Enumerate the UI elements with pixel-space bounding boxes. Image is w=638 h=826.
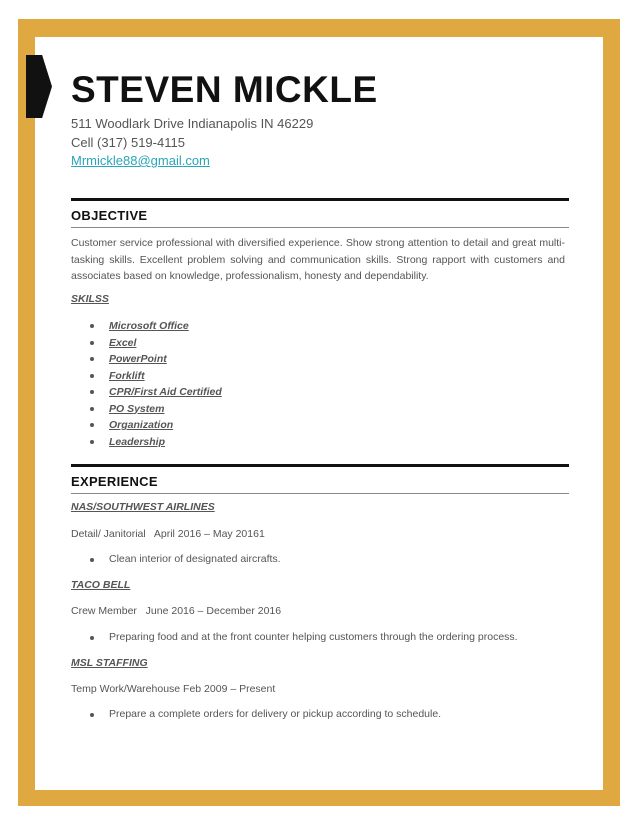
bullet-icon <box>90 636 94 640</box>
address: 511 Woodlark Drive Indianapolis IN 46229 <box>71 116 314 131</box>
bullet-icon <box>90 390 94 394</box>
skill-label: Organization <box>109 419 174 431</box>
skill-label: CPR/First Aid Certified <box>109 386 222 398</box>
job-duty <box>90 553 281 565</box>
bullet-icon <box>90 713 94 717</box>
job-duty <box>90 631 518 643</box>
list-item <box>90 401 222 418</box>
skills-heading: SKILSS <box>71 293 109 305</box>
phone: Cell (317) 519-4115 <box>71 135 185 150</box>
list-item <box>90 384 222 401</box>
job-company: NAS/SOUTHWEST AIRLINES <box>71 501 215 513</box>
objective-text: Customer service professional with diversified experience. Show strong attention to detail and great multi-tasking skills. Excellent problem solving and communication skills. Strong rapport with customers and associates based on knowledge, professionalism, honesty and dependability. <box>71 237 565 282</box>
candidate-name: STEVEN MICKLE <box>71 69 378 110</box>
bullet-icon <box>90 357 94 361</box>
bullet-icon <box>90 407 94 411</box>
job-role: Temp Work/Warehouse Feb 2009 – Present <box>71 683 276 695</box>
section-underline <box>71 227 569 228</box>
job-duty <box>90 708 441 720</box>
email-link[interactable]: Mrmickle88@gmail.com <box>71 153 210 168</box>
bullet-icon <box>90 423 94 427</box>
skill-label: PowerPoint <box>109 353 167 365</box>
section-divider <box>71 198 569 201</box>
skill-label: Excel <box>109 336 137 349</box>
job-company: MSL STAFFING <box>71 657 148 669</box>
list-item <box>90 417 222 434</box>
section-divider <box>71 464 569 467</box>
objective-heading: OBJECTIVE <box>71 208 148 223</box>
job-role: Crew Member June 2016 – December 2016 <box>71 605 282 617</box>
bullet-icon <box>90 440 94 444</box>
bullet-icon <box>90 374 94 378</box>
job-role: Detail/ Janitorial April 2016 – May 20161 <box>71 528 265 540</box>
section-underline <box>71 493 569 494</box>
skill-label: PO System <box>109 402 165 415</box>
list-item <box>90 351 222 368</box>
skill-label: Leadership <box>109 435 166 448</box>
list-item <box>90 368 222 385</box>
skills-list <box>90 318 222 450</box>
job-duty-text: Preparing food and at the front counter helping customers through the ordering process. <box>109 631 518 643</box>
experience-heading: EXPERIENCE <box>71 474 158 489</box>
skill-label: Forklift <box>109 369 145 382</box>
list-item <box>90 318 222 335</box>
bullet-icon <box>90 324 94 328</box>
job-company: TACO BELL <box>71 579 131 591</box>
bullet-icon <box>90 341 94 345</box>
list-item <box>90 335 222 352</box>
list-item <box>90 434 222 451</box>
skill-label: Microsoft Office <box>109 320 189 332</box>
job-duty-text: Prepare a complete orders for delivery or pickup according to schedule. <box>109 708 442 720</box>
job-duty-text: Clean interior of designated aircrafts. <box>109 553 281 565</box>
bullet-icon <box>90 558 94 562</box>
